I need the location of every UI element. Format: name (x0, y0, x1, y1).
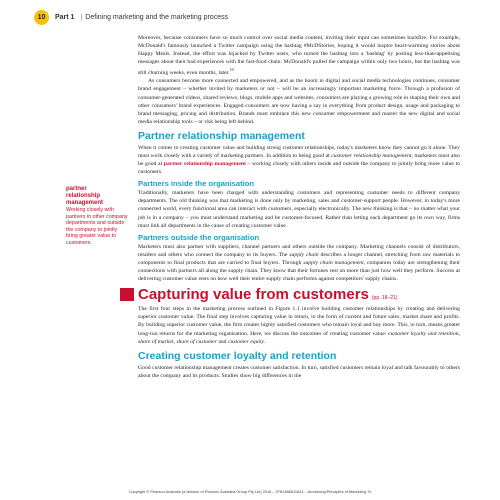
glossary-definition: Working closely with partners in other company departments and outside the company to jointly bring greater value to customers. (66, 207, 128, 246)
main-text-column (138, 34, 460, 380)
major-heading-capturing-value: Capturing value from customers (138, 286, 369, 304)
subheading-partners-outside: Partners outside the organisation (138, 232, 260, 242)
footnote-ref: 10 (229, 67, 234, 73)
body-paragraph: As consumers become more connected and empowered, and as the boom in digital and social media technologies continues, consumer brand engagement – whether invited by marketers or not – will be an increasingly important marketing force. Through a profusion of consumer-generated videos, shared reviews, blogs, mobile apps and websites, consumers are playing a growing role in shaping their own and other consumers' brand experiences. Engaged consumers are now having a say in everything from product design, usage and packaging to brand messaging, pricing and distribution. Brands must embrace this new consumer empowerment and master the new digital and social media relationship tools – or risk being left behind. (138, 78, 460, 125)
heading-marker-bar (120, 288, 134, 301)
glossary-term: partner relationship management (66, 186, 104, 206)
part-label (55, 14, 228, 21)
body-paragraph: When it comes to creating customer value and building strong customer relationships, today's marketers know they cannot go it alone. They must work closely with a variety of marketing partners. In addition to being good at customer relationship management, marketers must also be good at partner relationship management – working closely with others inside and outside the company to jointly bring more value to customers. (138, 144, 460, 176)
header-separator: | (80, 13, 83, 21)
body-paragraph: Marketers must also partner with suppliers, channel partners and others outside the company. Marketing channels consist of distributors, retailers and others who connect the company to its buyers. The supply chain describes a longer channel, stretching from raw materials to components to final products that are carried to final buyers. Through supply chain management, companies today are strengthening their connections with partners all along the supply chain. They know that their fortunes rest on more than just how well they perform. Success at delivering customer value rests on how well their entire supply chain performs against competitors' supply chains. (138, 243, 460, 283)
page-range-ref: (pp. 18–21) (371, 295, 398, 302)
part-title: Defining marketing and the marketing process (85, 13, 229, 21)
body-paragraph: Traditionally, marketers have been charged with understanding customers and representing customer needs to different company departments. The old thinking was that marketing is done only by marketing, sales and customer-support people. However, in today's more connected world, every functional area can interact with customers, especially electronically. The new thinking is that – no matter what your job is in a company – you must understand marketing and be customer-focused. Rather than letting each department go its own way, firms must link all departments in the cause of creating customer value. (138, 190, 460, 229)
margin-glossary-note (66, 186, 130, 247)
major-heading-row (138, 286, 460, 303)
section-heading-partner-relationship: Partner relationship management (138, 129, 305, 142)
body-paragraph: Good customer relationship management creates customer satisfaction. In turn, satisfied customers remain loyal and talk favourably to others about the company and its products. Studies show big differences in the (138, 364, 460, 379)
body-paragraph: The first four steps in the marketing process outlined in Figure 1.1 involve building customer relationships by creating and delivering superior customer value. The final step involves capturing value in return, in the form of current and future sales, market share and profits. By building superior customer value, the firm creates highly satisfied customers who remain loyal and buy more. This, in turn, means greater long-run returns for the marketing organisation. Here, we discuss the outcomes of creating customer value: customer loyalty and retention, share of market, share of customer and customer equity. (138, 306, 460, 345)
key-term: partner relationship management (163, 161, 246, 168)
page-number-badge: 10 (34, 10, 49, 25)
part-number: Part 1 (55, 13, 75, 21)
section-heading-loyalty: Creating customer loyalty and retention (138, 349, 337, 362)
body-paragraph: Moreover, because consumers have so much control over social media content, inviting their input can sometimes backfire. For example, McDonald's famously launched a Twitter campaign using the hashtag #McDStories, hoping it would inspire heart-warming stories about Happy Meals. Instead, the effort was hijacked by Twitter users, who turned the hashtag into a 'bashtag' by posting less-than-appetising messages about their bad experiences with the fast-food chain. McDonald's pulled the campaign within only two hours, but the hashtag was still churning weeks, even months, later.$^{10}$ (138, 35, 460, 77)
copyright-footer: Copyright © Pearson Australia (a division of Pearson Australia Group Pty Ltd) 2018 – 9781488611841 – Armstrong/Principles of Marketing 7e (128, 489, 372, 494)
running-header (34, 9, 228, 25)
subheading-partners-inside: Partners inside the organisation (138, 179, 255, 189)
